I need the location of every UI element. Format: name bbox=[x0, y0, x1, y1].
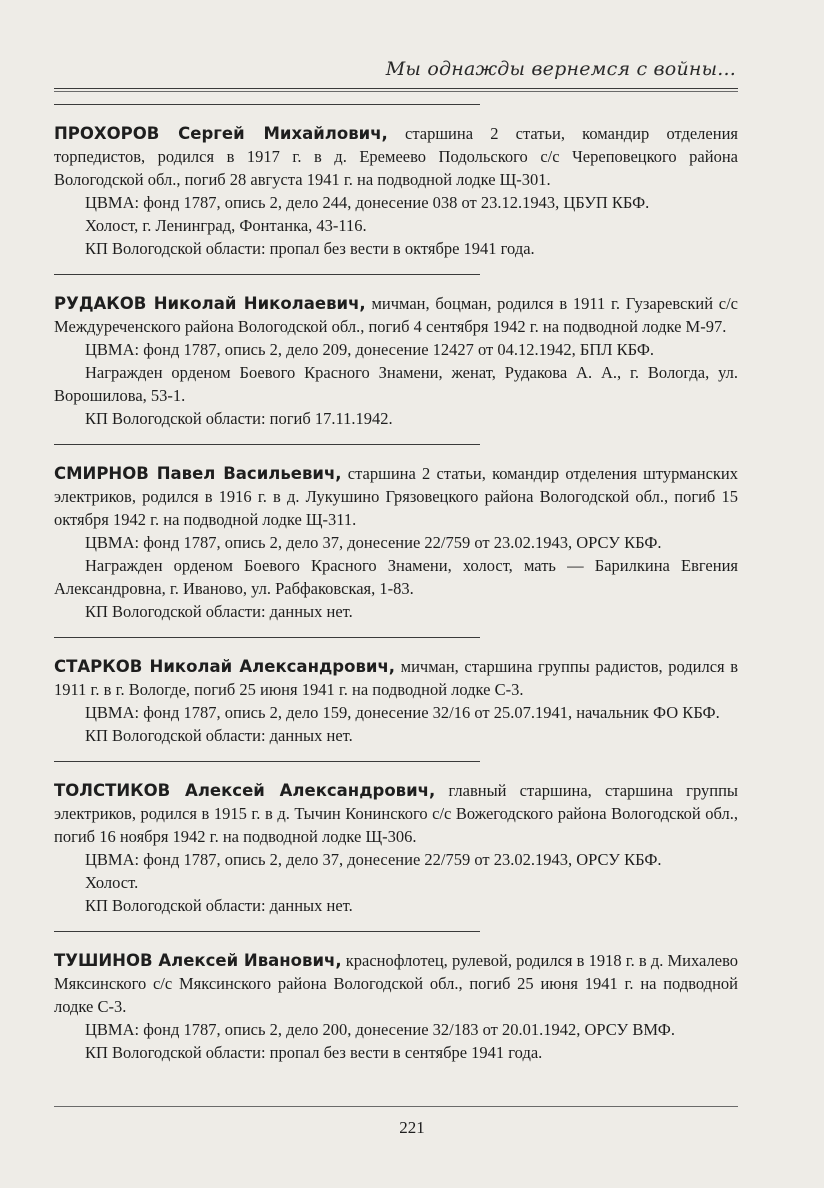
regional-record: КП Вологодской области: пропал без вести в октябре 1941 года. bbox=[85, 239, 535, 258]
person-name: СТАРКОВ Николай Александрович, bbox=[54, 657, 396, 676]
entry-bio: старшина 2 статьи, командир отделения торпедистов, родился в 1917 г. в д. Еремеево Подольского с/с Череповецкого района Вологодской обл., погиб 28 августа 1941 г. на подводной лодке Щ-301. bbox=[54, 124, 738, 189]
archive-record: ЦВМА: фонд 1787, опись 2, дело 159, донесение 32/16 от 25.07.1941, начальник ФО КБФ. bbox=[85, 703, 720, 722]
regional-record: КП Вологодской области: данных нет. bbox=[85, 726, 353, 745]
footer-divider bbox=[54, 1106, 738, 1107]
entry-tushinov bbox=[54, 931, 738, 1064]
personal-info: Холост. bbox=[85, 873, 139, 892]
entry-intro bbox=[54, 462, 738, 531]
entry-bio: мичман, боцман, родился в 1911 г. Гузаревский с/с Междуреченского района Вологодской обл., погиб 4 сентября 1942 г. на подводной лодке М-97. bbox=[54, 294, 738, 336]
header-divider-thin bbox=[54, 91, 738, 92]
regional-record: КП Вологодской области: данных нет. bbox=[85, 602, 353, 621]
regional-record: КП Вологодской области: погиб 17.11.1942. bbox=[85, 409, 393, 428]
entry-rudakov bbox=[54, 274, 738, 430]
entry-bio: старшина 2 статьи, командир отделения штурманских электриков, родился в 1916 г. в д. Лукушино Грязовецкого района Вологодской обл., погиб 15 октября 1942 г. на подводной лодке Щ-311. bbox=[54, 464, 739, 529]
personal-info: Холост, г. Ленинград, Фонтанка, 43-116. bbox=[85, 216, 367, 235]
personal-info: Награжден орденом Боевого Красного Знамени, женат, Рудакова А. А., г. Вологда, ул. Ворошилова, 53-1. bbox=[54, 363, 738, 405]
person-name: ПРОХОРОВ Сергей Михайлович, bbox=[54, 124, 388, 143]
entry-tolstikov bbox=[54, 761, 738, 917]
entry-intro bbox=[54, 779, 738, 848]
regional-record: КП Вологодской области: пропал без вести в сентябре 1941 года. bbox=[85, 1043, 543, 1062]
entry-intro bbox=[54, 122, 738, 191]
entry-separator bbox=[54, 104, 480, 105]
entry-bio: краснофлотец, рулевой, родился в 1918 г. в д. Михалево Мяксинского с/с Мяксинского района Вологодской обл., погиб 25 июня 1941 г. на подводной лодке С-3. bbox=[54, 951, 738, 1016]
page-number: 221 bbox=[399, 1118, 425, 1137]
person-name: ТОЛСТИКОВ Алексей Александрович, bbox=[54, 781, 436, 800]
person-name: ТУШИНОВ Алексей Иванович, bbox=[54, 951, 342, 970]
entry-intro bbox=[54, 292, 738, 338]
entry-separator bbox=[54, 444, 480, 445]
entry-starkov bbox=[54, 637, 738, 747]
running-header: Мы однажды вернемся с войны... bbox=[385, 58, 736, 80]
regional-record: КП Вологодской области: данных нет. bbox=[85, 896, 353, 915]
entry-bio: главный старшина, старшина группы электриков, родился в 1915 г. в д. Тычин Конинского с/с Вожегодского района Вологодской обл., погиб 16 ноября 1942 г. на подводной лодке Щ-306. bbox=[54, 781, 738, 846]
entry-separator bbox=[54, 761, 480, 762]
archive-record: ЦВМА: фонд 1787, опись 2, дело 244, донесение 038 от 23.12.1943, ЦБУП КБФ. bbox=[85, 193, 650, 212]
person-name: РУДАКОВ Николай Николаевич, bbox=[54, 294, 366, 313]
header-divider bbox=[54, 88, 738, 89]
person-name: СМИРНОВ Павел Васильевич, bbox=[54, 464, 342, 483]
entry-prokhorov bbox=[54, 104, 738, 260]
archive-record: ЦВМА: фонд 1787, опись 2, дело 37, донесение 22/759 от 23.02.1943, ОРСУ КБФ. bbox=[85, 533, 662, 552]
entry-separator bbox=[54, 931, 480, 932]
archive-record: ЦВМА: фонд 1787, опись 2, дело 209, донесение 12427 от 04.12.1942, БПЛ КБФ. bbox=[85, 340, 654, 359]
archive-record: ЦВМА: фонд 1787, опись 2, дело 37, донесение 22/759 от 23.02.1943, ОРСУ КБФ. bbox=[85, 850, 662, 869]
entry-bio: мичман, старшина группы радистов, родился в 1911 г. в г. Вологде, погиб 25 июня 1941 г. на подводной лодке С-3. bbox=[54, 657, 738, 699]
entries-list bbox=[54, 104, 738, 1078]
entry-intro bbox=[54, 655, 738, 701]
personal-info: Награжден орденом Боевого Красного Знамени, холост, мать — Барилкина Евгения Александровна, г. Иваново, ул. Рабфаковская, 1-83. bbox=[54, 556, 738, 598]
entry-separator bbox=[54, 274, 480, 275]
entry-intro bbox=[54, 949, 738, 1018]
archive-record: ЦВМА: фонд 1787, опись 2, дело 200, донесение 32/183 от 20.01.1942, ОРСУ ВМФ. bbox=[85, 1020, 675, 1039]
entry-smirnov bbox=[54, 444, 738, 623]
entry-separator bbox=[54, 637, 480, 638]
